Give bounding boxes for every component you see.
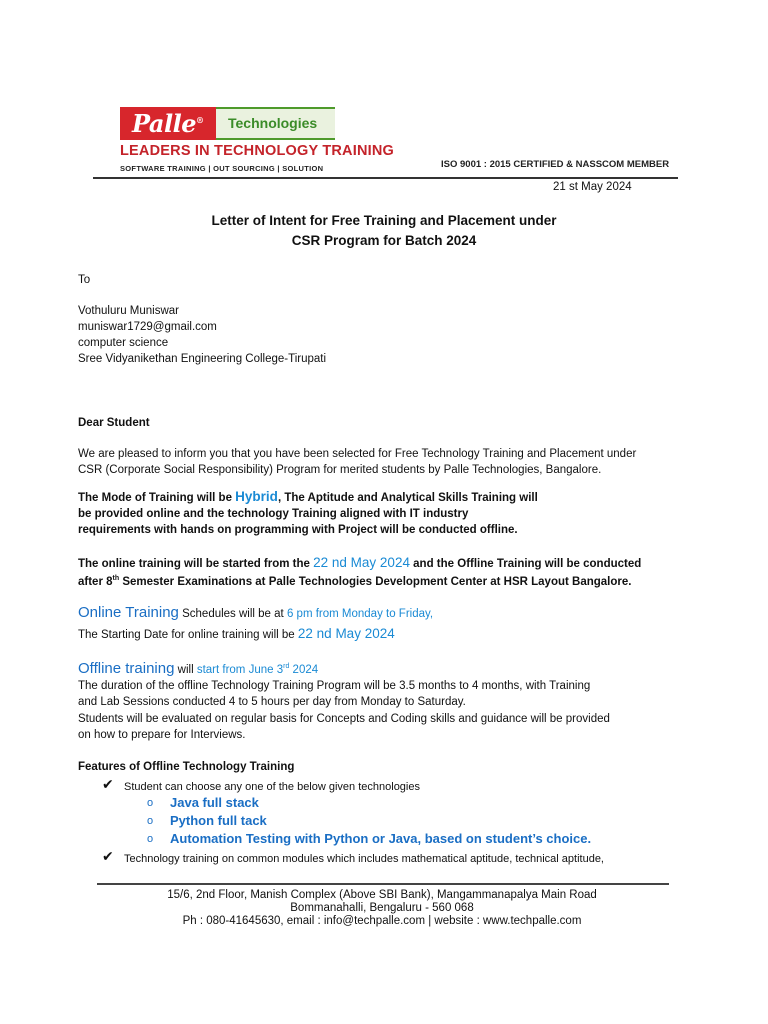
logo-technologies-block	[216, 107, 335, 140]
mode-pre: The Mode of Training will be	[78, 492, 236, 504]
offline-will: will	[174, 663, 197, 676]
duration-line2: and Lab Sessions conducted 4 to 5 hours per day from Monday to Saturday.	[78, 696, 466, 708]
circle-bullet-icon: o	[147, 815, 154, 827]
title-line1: Letter of Intent for Free Training and Placement under	[211, 213, 557, 228]
online-start-line	[78, 555, 641, 572]
online-training-mid: Schedules will be at	[178, 608, 287, 620]
checkmark-icon: ✔	[102, 776, 114, 792]
online-training-time: 6 pm from Monday to Friday,	[286, 608, 434, 620]
header-divider	[93, 177, 678, 179]
offline-sup: rd	[283, 663, 290, 670]
logo-technologies: Technologies	[228, 115, 318, 131]
feature-item-1: Student can choose any one of the below given technologies	[124, 781, 420, 793]
sub-item-python: Python full tack	[170, 813, 267, 828]
start-date-line	[78, 626, 395, 643]
mode-hybrid: Hybrid	[235, 489, 278, 504]
online-pre: The online training will be started from the	[78, 558, 314, 570]
mode-line2: be provided online and the technology Training aligned with IT industry	[78, 508, 469, 520]
intro-line2: CSR (Corporate Social Responsibility) Program for merited students by Palle Technologies, Bangalore.	[78, 464, 602, 476]
after-pre: after 8	[78, 575, 113, 588]
recipient-name: Vothuluru Muniswar	[78, 305, 179, 317]
mode-line3: requirements with hands on programming with Project will be conducted offline.	[78, 524, 518, 536]
logo-reg: ®	[195, 115, 204, 125]
intro-line1: We are pleased to inform you that you have been selected for Free Technology Training and Placement under	[78, 448, 637, 460]
footer-divider	[97, 883, 669, 885]
circle-bullet-icon: o	[147, 797, 154, 809]
logo-services: SOFTWARE TRAINING | OUT SOURCING | SOLUTION	[120, 164, 324, 173]
recipient-college: Sree Vidyanikethan Engineering College-Tirupati	[78, 353, 327, 365]
evaluation-line2: on how to prepare for Interviews.	[78, 729, 246, 741]
online-training-heading: Online Training	[78, 604, 179, 621]
logo-brand: Palle	[132, 109, 196, 138]
after-exam-line	[78, 571, 631, 590]
after-sup: th	[112, 575, 120, 582]
footer-address-line2: Bommanahalli, Bengaluru - 560 068	[290, 902, 474, 914]
checkmark-icon: ✔	[102, 848, 114, 864]
logo-tagline: LEADERS IN TECHNOLOGY TRAINING	[120, 143, 394, 159]
letter-date: 21 st May 2024	[553, 181, 632, 193]
features-heading: Features of Offline Technology Training	[78, 761, 295, 773]
start-date: 22 nd May 2024	[297, 626, 395, 641]
iso-certification: ISO 9001 : 2015 CERTIFIED & NASSCOM MEMBER	[441, 159, 670, 170]
duration-line1: The duration of the offline Technology Training Program will be 3.5 months to 4 months, with Training	[78, 680, 591, 692]
offline-training-heading: Offline training	[78, 659, 175, 677]
mode-line1	[78, 489, 538, 506]
to-label: To	[78, 274, 91, 286]
online-date: 22 nd May 2024	[313, 555, 410, 570]
feature-item-2: Technology training on common modules which includes mathematical aptitude, technical aptitude,	[124, 853, 604, 865]
offline-year: 2024	[289, 663, 319, 676]
offline-start: start from June 3	[196, 663, 284, 676]
title-line2: CSR Program for Batch 2024	[291, 233, 477, 248]
online-post: and the Offline Training will be conducted	[409, 558, 642, 570]
footer-contact: Ph : 080-41645630, email : info@techpalle.com | website : www.techpalle.com	[182, 915, 582, 927]
recipient-email: muniswar1729@gmail.com	[78, 321, 217, 333]
logo-brand-block	[120, 107, 216, 140]
footer-address-line1: 15/6, 2nd Floor, Manish Complex (Above SBI Bank), Mangammanapalya Main Road	[167, 889, 597, 901]
circle-bullet-icon: o	[147, 833, 154, 845]
recipient-dept: computer science	[78, 337, 169, 349]
online-training-line	[78, 605, 433, 622]
mode-post: , The Aptitude and Analytical Skills Training will	[277, 492, 538, 504]
company-logo	[120, 107, 394, 177]
after-post: Semester Examinations at Palle Technologies Development Center at HSR Layout Bangalore.	[119, 575, 632, 588]
salutation: Dear Student	[78, 417, 150, 429]
evaluation-line1: Students will be evaluated on regular basis for Concepts and Coding skills and guidance will be provided	[78, 713, 610, 725]
offline-training-line	[78, 659, 318, 678]
sub-item-java: Java full stack	[170, 795, 259, 810]
start-pre: The Starting Date for online training will be	[78, 629, 298, 641]
sub-item-automation: Automation Testing with Python or Java, based on student’s choice.	[170, 831, 592, 846]
